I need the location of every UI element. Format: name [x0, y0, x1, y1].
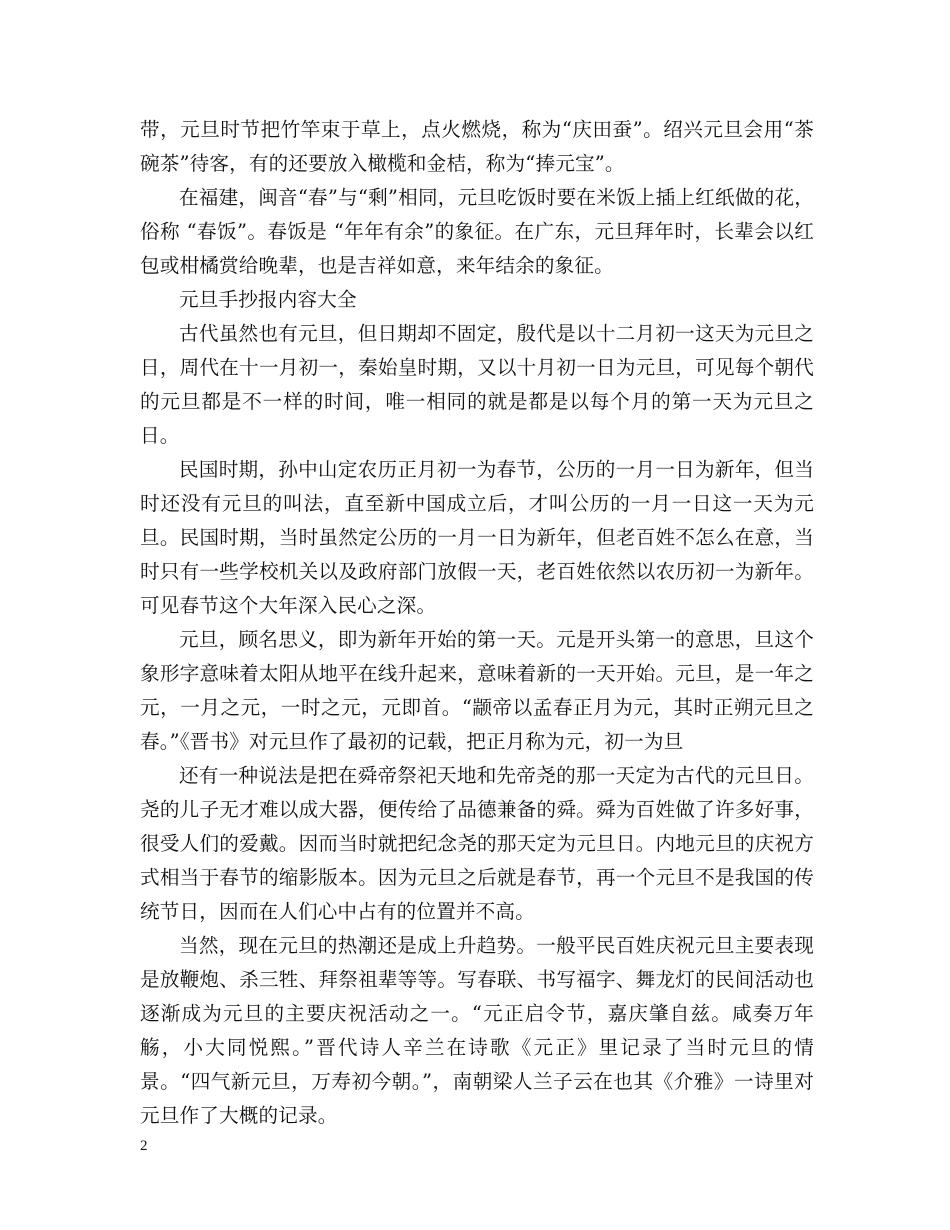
document-body [140, 113, 814, 1133]
page-number: 2 [140, 1138, 148, 1154]
paragraph-celebrations: 当然，现在元旦的热潮还是成上升趋势。一般平民百姓庆祝元旦主要表现是放鞭炮、杀三牲、拜祭祖辈等等。写春联、书写福字、舞龙灯的民间活动也逐渐成为元旦的主要庆祝活动之一。“元正启令节，嘉庆肇自兹。咸奏万年觞，小大同悦熙。”晋代诗人辛兰在诗歌《元正》里记录了当时元旦的情景。“四气新元旦，万寿初今朝。”，南朝梁人兰子云在也其《介雅》一诗里对元旦作了大概的记录。 [140, 934, 814, 1127]
paragraph-ancient-dates: 古代虽然也有元旦，但日期却不固定，殷代是以十二月初一这天为元旦之日，周代在十一月初一，秦始皇时期，又以十月初一日为元旦，可见每个朝代的元旦都是不一样的时间，唯一相同的就是都是以每个月的第一天为元旦之日。 [140, 322, 814, 447]
paragraph-continuation: 带，元旦时节把竹竿束于草上，点火燃烧，称为“庆田蚕”。绍兴元旦会用“茶碗茶”待客，有的还要放入橄榄和金桔，称为“捧元宝”。 [140, 118, 814, 175]
section-heading: 元旦手抄报内容大全 [179, 288, 357, 311]
paragraph-republic-era: 民国时期，孙中山定农历正月初一为春节，公历的一月一日为新年，但当时还没有元旦的叫法，直至新中国成立后，才叫公历的一月一日这一天为元旦。民国时期，当时虽然定公历的一月一日为新年，但老百姓不怎么在意，当时只有一些学校机关以及政府部门放假一天，老百姓依然以农历初一为新年。可见春节这个大年深入民心之深。 [140, 458, 814, 617]
paragraph-meaning: 元旦，顾名思义，即为新年开始的第一天。元是开头第一的意思，旦这个象形字意味着太阳从地平在线升起来，意味着新的一天开始。元旦，是一年之元，一月之元，一时之元，元即首。“颛帝以孟春正月为元，其时正朔元旦之春。”《晋书》对元旦作了最初的记载，把正月称为元，初一为旦 [140, 628, 814, 753]
paragraph-legend: 还有一种说法是把在舜帝祭祀天地和先帝尧的那一天定为古代的元旦日。尧的儿子无才难以成大器，便传给了品德兼备的舜。舜为百姓做了许多好事，很受人们的爱戴。因而当时就把纪念尧的那天定为元旦日。内地元旦的庆祝方式相当于春节的缩影版本。因为元旦之后就是春节，再一个元旦不是我国的传统节日，因而在人们心中占有的位置并不高。 [140, 764, 814, 923]
paragraph-fujian-guangdong: 在福建，闽音“春”与“剩”相同，元旦吃饭时要在米饭上插上红纸做的花，俗称 “春饭”。春饭是 “年年有余”的象征。在广东，元旦拜年时，长辈会以红包或柑橘赏给晚辈，也是吉祥如意，来年结余的象征。 [140, 186, 814, 277]
